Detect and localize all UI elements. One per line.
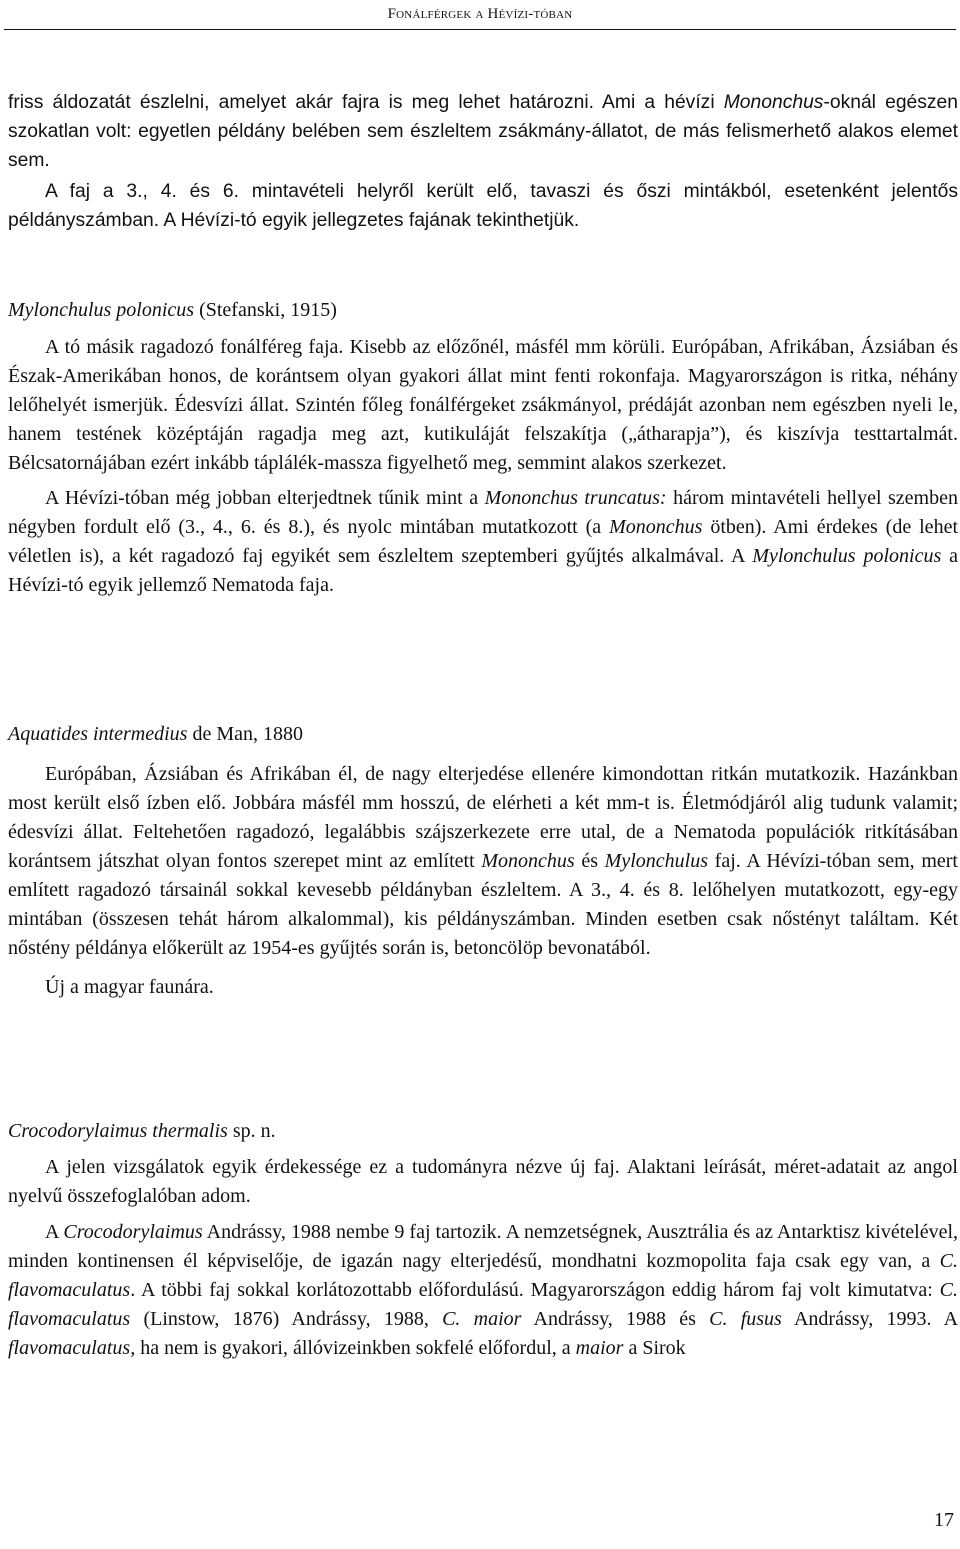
paragraph-new-species: A jelen vizsgálatok egyik érdekessége ez a tudományra nézve új faj. Alaktani leírását, méret-adatait az angol nyelvű összefoglalóban adom. [8, 1156, 958, 1207]
paragraph-locality: A faj a 3., 4. és 6. mintavételi helyről került elő, tavaszi és őszi mintákból, esetenként jelentős példányszámban. A Hévízi-tó egyik jellegzetes fajának tekinthetjük. [8, 181, 958, 231]
paragraph-new-to-fauna: Új a magyar faunára. [45, 976, 214, 998]
species-author: (Stefanski, 1915) [194, 299, 337, 321]
paragraph-continuation: friss áldozatát észlelni, amelyet akár fajra is meg lehet határozni. Ami a hévízi Mononchus-oknál egészen szokatlan volt: egyetlen példány belében sem észleltem zsákmány-állatot, de más felismerhető alakos elemet sem. [8, 92, 958, 171]
species-author: sp. n. [227, 1120, 276, 1142]
paragraph-mylonchulus-description: A tó másik ragadozó fonálféreg faja. Kisebb az előzőnél, másfél mm körüli. Európában, Afrikában, Ázsiában és Észak-Amerikában honos, de korántsem olyan gyakori állat mint fenti rokonfaja. Magyarországon is ritka, néhány lelőhelyét ismerjük. Édesvízi állat. Szintén főleg fonálférgeket zsákmányol, prédáját azonban nem egészben nyeli le, hanem testének középtáján ragadja meg azt, kutikuláját felszakítja („átharapja”), és kiszívja testtartalmát. Bélcsatornájában ezért inkább táplálék-massza figyelhető meg, semmint alakos szerkezet. [8, 336, 958, 474]
text-block-1 [8, 88, 958, 235]
species-author: de Man, 1880 [187, 723, 303, 745]
paragraph-aquatides-description: Európában, Ázsiában és Afrikában él, de nagy elterjedése ellenére kimondottan ritkán mutatkozik. Hazánkban most került első ízben elő. Jobbára másfél mm hosszú, de elérheti a két mm-t is. Életmódjáról alig tudunk valamit; édesvízi állat. Feltehetően ragadozó, legalábbis szájszerkezete erre utal, de a Nematoda populációk ritkításában korántsem játszhat olyan fontos szerepet mint az említett Mononchus és Mylonchulus faj. A Hévízi-tóban sem, mert említett ragadozó társainál sokkal kevesebb példányban észleltem. A 3., 4. és 8. lelőhelyen mutatkozott, egy-egy mintában (összesen tehát három alkalommal), kis példányszámban. Minden esetben csak nőstényt találtam. Két nőstény példánya előkerült az 1954-es gyűjtés során is, betoncölöp bevonatából. [8, 763, 958, 959]
species-name: Aquatides intermedius [8, 723, 188, 745]
header-rule [4, 29, 956, 30]
paragraph-mylonchulus-heviz: A Hévízi-tóban még jobban elterjedtnek tűnik mint a Mononchus truncatus: három mintavételi hellyel szemben négyben fordult elő (3., 4., 6. és 8.), és nyolc mintában mutatkozott (a Mononchus ötben). Ami érdekes (de lehet véletlen is), a két ragadozó faj egyikét sem észleltem szeptemberi gyűjtés alkalmával. A Mylonchulus polonicus a Hévízi-tó egyik jellemző Nematoda faja. [8, 487, 958, 596]
species-heading-mylonchulus [8, 296, 958, 325]
paragraph-crocodorylaimus-genus: A Crocodorylaimus Andrássy, 1988 nembe 9 faj tartozik. A nemzetségnek, Ausztrália és az Antarktisz kivételével, minden kontinensen él képviselője, de igazán nagy elterjedésű, mondhatni kozmopolita faja csak egy van, a C. flavomaculatus. A többi faj sokkal korlátozottabb előfordulású. Magyarországon eddig három faj volt kimutatva: C. flavomaculatus (Linstow, 1876) Andrássy, 1988, C. maior Andrássy, 1988 és C. fusus Andrássy, 1993. A flavomaculatus, ha nem is gyakori, állóvizeinkben sokfelé előfordul, a maior a Sirok [8, 1221, 959, 1359]
species-name: Mylonchulus polonicus [8, 299, 195, 321]
text-block-3 [8, 760, 958, 1002]
page-number: 17 [934, 1509, 954, 1531]
species-name: Crocodorylaimus thermalis [8, 1120, 228, 1142]
text-block-4 [8, 1153, 958, 1363]
running-title [388, 6, 573, 22]
running-title-part-1: Fonálférgek a [387, 6, 488, 22]
species-heading-aquatides [8, 720, 958, 749]
running-title-part-2: Hévízi-tóban [487, 6, 573, 22]
text-block-2 [8, 333, 958, 600]
species-heading-crocodorylaimus [8, 1117, 958, 1146]
running-header [0, 6, 960, 30]
